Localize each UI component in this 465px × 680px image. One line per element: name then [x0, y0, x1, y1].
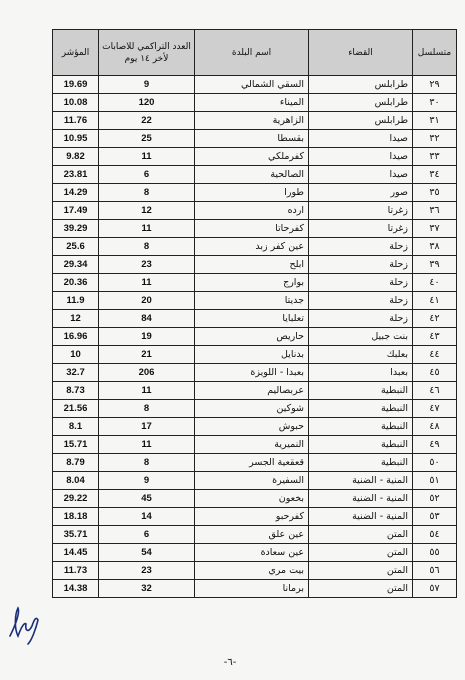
cell-town-name: بوارج [195, 274, 309, 292]
table-row [53, 436, 457, 454]
table-row [53, 112, 457, 130]
cell-cumulative-cases: 11 [99, 274, 195, 292]
cell-indicator: 8.79 [53, 454, 99, 472]
cell-town-name: بخعون [195, 490, 309, 508]
cell-town-name: الزاهرية [195, 112, 309, 130]
table-row [53, 544, 457, 562]
cell-town-name: السفيرة [195, 472, 309, 490]
cell-district: زغرتا [309, 220, 413, 238]
cell-serial: ٣٦ [413, 202, 457, 220]
cell-town-name: تعلبايا [195, 310, 309, 328]
cell-cumulative-cases: 11 [99, 220, 195, 238]
cell-town-name: كفرحاتا [195, 220, 309, 238]
cell-cumulative-cases: 11 [99, 148, 195, 166]
table-row [53, 94, 457, 112]
cases-table [52, 29, 457, 598]
cell-district: بعبدا [309, 364, 413, 382]
cell-town-name: بعبدا - اللويزة [195, 364, 309, 382]
cell-district: المنية - الضنية [309, 508, 413, 526]
cell-district: بعلبك [309, 346, 413, 364]
header-town-name: اسم البلدة [195, 30, 309, 76]
cell-cumulative-cases: 25 [99, 130, 195, 148]
cell-town-name: طورا [195, 184, 309, 202]
cell-cumulative-cases: 23 [99, 256, 195, 274]
cell-serial: ٥٦ [413, 562, 457, 580]
cell-district: صيدا [309, 130, 413, 148]
cell-indicator: 10.08 [53, 94, 99, 112]
cell-cumulative-cases: 21 [99, 346, 195, 364]
cell-district: المتن [309, 526, 413, 544]
cell-serial: ٤١ [413, 292, 457, 310]
cell-indicator: 25.6 [53, 238, 99, 256]
cell-cumulative-cases: 8 [99, 400, 195, 418]
cell-cumulative-cases: 9 [99, 76, 195, 94]
cell-cumulative-cases: 9 [99, 472, 195, 490]
table-row [53, 274, 457, 292]
cell-indicator: 16.96 [53, 328, 99, 346]
cell-indicator: 29.22 [53, 490, 99, 508]
cell-serial: ٤٥ [413, 364, 457, 382]
cell-indicator: 9.82 [53, 148, 99, 166]
table-row [53, 256, 457, 274]
cell-town-name: بدنايل [195, 346, 309, 364]
cell-district: النبطية [309, 454, 413, 472]
cell-serial: ٥٧ [413, 580, 457, 598]
cell-town-name: السقي الشمالي [195, 76, 309, 94]
table-row [53, 454, 457, 472]
cell-cumulative-cases: 14 [99, 508, 195, 526]
cell-district: المتن [309, 562, 413, 580]
cell-indicator: 11.73 [53, 562, 99, 580]
cell-district: المنية - الضنية [309, 472, 413, 490]
cell-town-name: ارده [195, 202, 309, 220]
table-row [53, 490, 457, 508]
cell-indicator: 39.29 [53, 220, 99, 238]
cell-district: المتن [309, 580, 413, 598]
cell-cumulative-cases: 32 [99, 580, 195, 598]
cell-district: المنية - الضنية [309, 490, 413, 508]
cell-serial: ٤٣ [413, 328, 457, 346]
cell-district: طرابلس [309, 94, 413, 112]
cell-cumulative-cases: 8 [99, 184, 195, 202]
cell-indicator: 29.34 [53, 256, 99, 274]
cell-cumulative-cases: 17 [99, 418, 195, 436]
table-row [53, 184, 457, 202]
cell-serial: ٣٤ [413, 166, 457, 184]
table-row [53, 472, 457, 490]
cell-indicator: 10 [53, 346, 99, 364]
cell-town-name: جديتا [195, 292, 309, 310]
cell-town-name: الصالحية [195, 166, 309, 184]
cell-indicator: 8.73 [53, 382, 99, 400]
cell-cumulative-cases: 8 [99, 454, 195, 472]
cell-serial: ٤٦ [413, 382, 457, 400]
cell-serial: ٤٢ [413, 310, 457, 328]
table-row [53, 148, 457, 166]
cell-district: زحلة [309, 238, 413, 256]
table-row [53, 220, 457, 238]
cell-town-name: النميرية [195, 436, 309, 454]
table-row [53, 310, 457, 328]
cell-district: زحلة [309, 274, 413, 292]
cell-cumulative-cases: 11 [99, 382, 195, 400]
cell-indicator: 11.76 [53, 112, 99, 130]
table-row [53, 418, 457, 436]
cell-district: صيدا [309, 148, 413, 166]
table-row [53, 238, 457, 256]
cell-town-name: حبوش [195, 418, 309, 436]
cell-serial: ٤٠ [413, 274, 457, 292]
table-row [53, 346, 457, 364]
cell-district: طرابلس [309, 112, 413, 130]
table-row [53, 166, 457, 184]
cell-town-name: حاريص [195, 328, 309, 346]
cell-town-name: كفرحبو [195, 508, 309, 526]
cell-cumulative-cases: 12 [99, 202, 195, 220]
cell-indicator: 17.49 [53, 202, 99, 220]
header-indicator: المؤشر [53, 30, 99, 76]
cell-cumulative-cases: 20 [99, 292, 195, 310]
cell-town-name: عين علق [195, 526, 309, 544]
cell-district: صيدا [309, 166, 413, 184]
cell-indicator: 18.18 [53, 508, 99, 526]
table-row [53, 580, 457, 598]
cell-district: النبطية [309, 400, 413, 418]
cell-indicator: 8.1 [53, 418, 99, 436]
cell-cumulative-cases: 22 [99, 112, 195, 130]
cell-town-name: شوكين [195, 400, 309, 418]
cell-district: النبطية [309, 436, 413, 454]
page-number: -٦- [223, 657, 237, 668]
cell-district: النبطية [309, 418, 413, 436]
cell-serial: ٣٠ [413, 94, 457, 112]
cell-serial: ٣٧ [413, 220, 457, 238]
table-header-row [53, 30, 457, 76]
cell-indicator: 14.38 [53, 580, 99, 598]
cell-district: النبطية [309, 382, 413, 400]
cell-serial: ٥٢ [413, 490, 457, 508]
cell-serial: ٤٧ [413, 400, 457, 418]
cell-town-name: ابلح [195, 256, 309, 274]
cell-district: طرابلس [309, 76, 413, 94]
cell-serial: ٤٩ [413, 436, 457, 454]
cell-indicator: 15.71 [53, 436, 99, 454]
cell-serial: ٤٤ [413, 346, 457, 364]
cell-town-name: عربصاليم [195, 382, 309, 400]
table-row [53, 130, 457, 148]
cell-cumulative-cases: 11 [99, 436, 195, 454]
table-row [53, 400, 457, 418]
table-row [53, 76, 457, 94]
table-row [53, 526, 457, 544]
cell-serial: ٤٨ [413, 418, 457, 436]
cell-town-name: قعقعية الجسر [195, 454, 309, 472]
table-row [53, 292, 457, 310]
cell-cumulative-cases: 45 [99, 490, 195, 508]
cell-town-name: عين سعادة [195, 544, 309, 562]
cell-town-name: بقسطا [195, 130, 309, 148]
table-row [53, 508, 457, 526]
cell-cumulative-cases: 8 [99, 238, 195, 256]
cell-indicator: 19.69 [53, 76, 99, 94]
handwritten-signature [6, 602, 42, 646]
cell-serial: ٣٥ [413, 184, 457, 202]
cell-serial: ٣٨ [413, 238, 457, 256]
cell-cumulative-cases: 120 [99, 94, 195, 112]
cell-district: زحلة [309, 310, 413, 328]
cell-indicator: 35.71 [53, 526, 99, 544]
cell-serial: ٣٩ [413, 256, 457, 274]
cell-serial: ٥٤ [413, 526, 457, 544]
cell-district: بنت جبيل [309, 328, 413, 346]
cell-serial: ٥٠ [413, 454, 457, 472]
cell-indicator: 21.56 [53, 400, 99, 418]
cell-cumulative-cases: 54 [99, 544, 195, 562]
cell-indicator: 14.45 [53, 544, 99, 562]
table-row [53, 562, 457, 580]
cell-serial: ٥٣ [413, 508, 457, 526]
cell-indicator: 11.9 [53, 292, 99, 310]
cell-serial: ٥١ [413, 472, 457, 490]
header-serial: متسلسل [413, 30, 457, 76]
table-row [53, 328, 457, 346]
cell-indicator: 23.81 [53, 166, 99, 184]
cell-serial: ٣٣ [413, 148, 457, 166]
cell-serial: ٣١ [413, 112, 457, 130]
cell-cumulative-cases: 6 [99, 526, 195, 544]
cell-town-name: بيت مري [195, 562, 309, 580]
cell-indicator: 32.7 [53, 364, 99, 382]
cell-indicator: 20.36 [53, 274, 99, 292]
cell-serial: ٢٩ [413, 76, 457, 94]
table-row [53, 202, 457, 220]
cell-town-name: عين كفر زبد [195, 238, 309, 256]
cell-cumulative-cases: 206 [99, 364, 195, 382]
header-district: القضاء [309, 30, 413, 76]
cell-town-name: برمانا [195, 580, 309, 598]
cell-town-name: كفرملكي [195, 148, 309, 166]
cell-district: زغرتا [309, 202, 413, 220]
cell-district: زحلة [309, 256, 413, 274]
cell-indicator: 10.95 [53, 130, 99, 148]
cell-cumulative-cases: 19 [99, 328, 195, 346]
cell-district: المتن [309, 544, 413, 562]
cell-cumulative-cases: 6 [99, 166, 195, 184]
cell-indicator: 12 [53, 310, 99, 328]
cell-district: صور [309, 184, 413, 202]
table-row [53, 364, 457, 382]
cell-indicator: 8.04 [53, 472, 99, 490]
cell-cumulative-cases: 84 [99, 310, 195, 328]
cell-serial: ٣٢ [413, 130, 457, 148]
cell-cumulative-cases: 23 [99, 562, 195, 580]
cell-district: زحلة [309, 292, 413, 310]
cell-town-name: الميناء [195, 94, 309, 112]
cell-indicator: 14.29 [53, 184, 99, 202]
header-cumulative-cases: العدد التراكمي للاصابات لأخر ١٤ يوم [99, 30, 195, 76]
table-row [53, 382, 457, 400]
cell-serial: ٥٥ [413, 544, 457, 562]
